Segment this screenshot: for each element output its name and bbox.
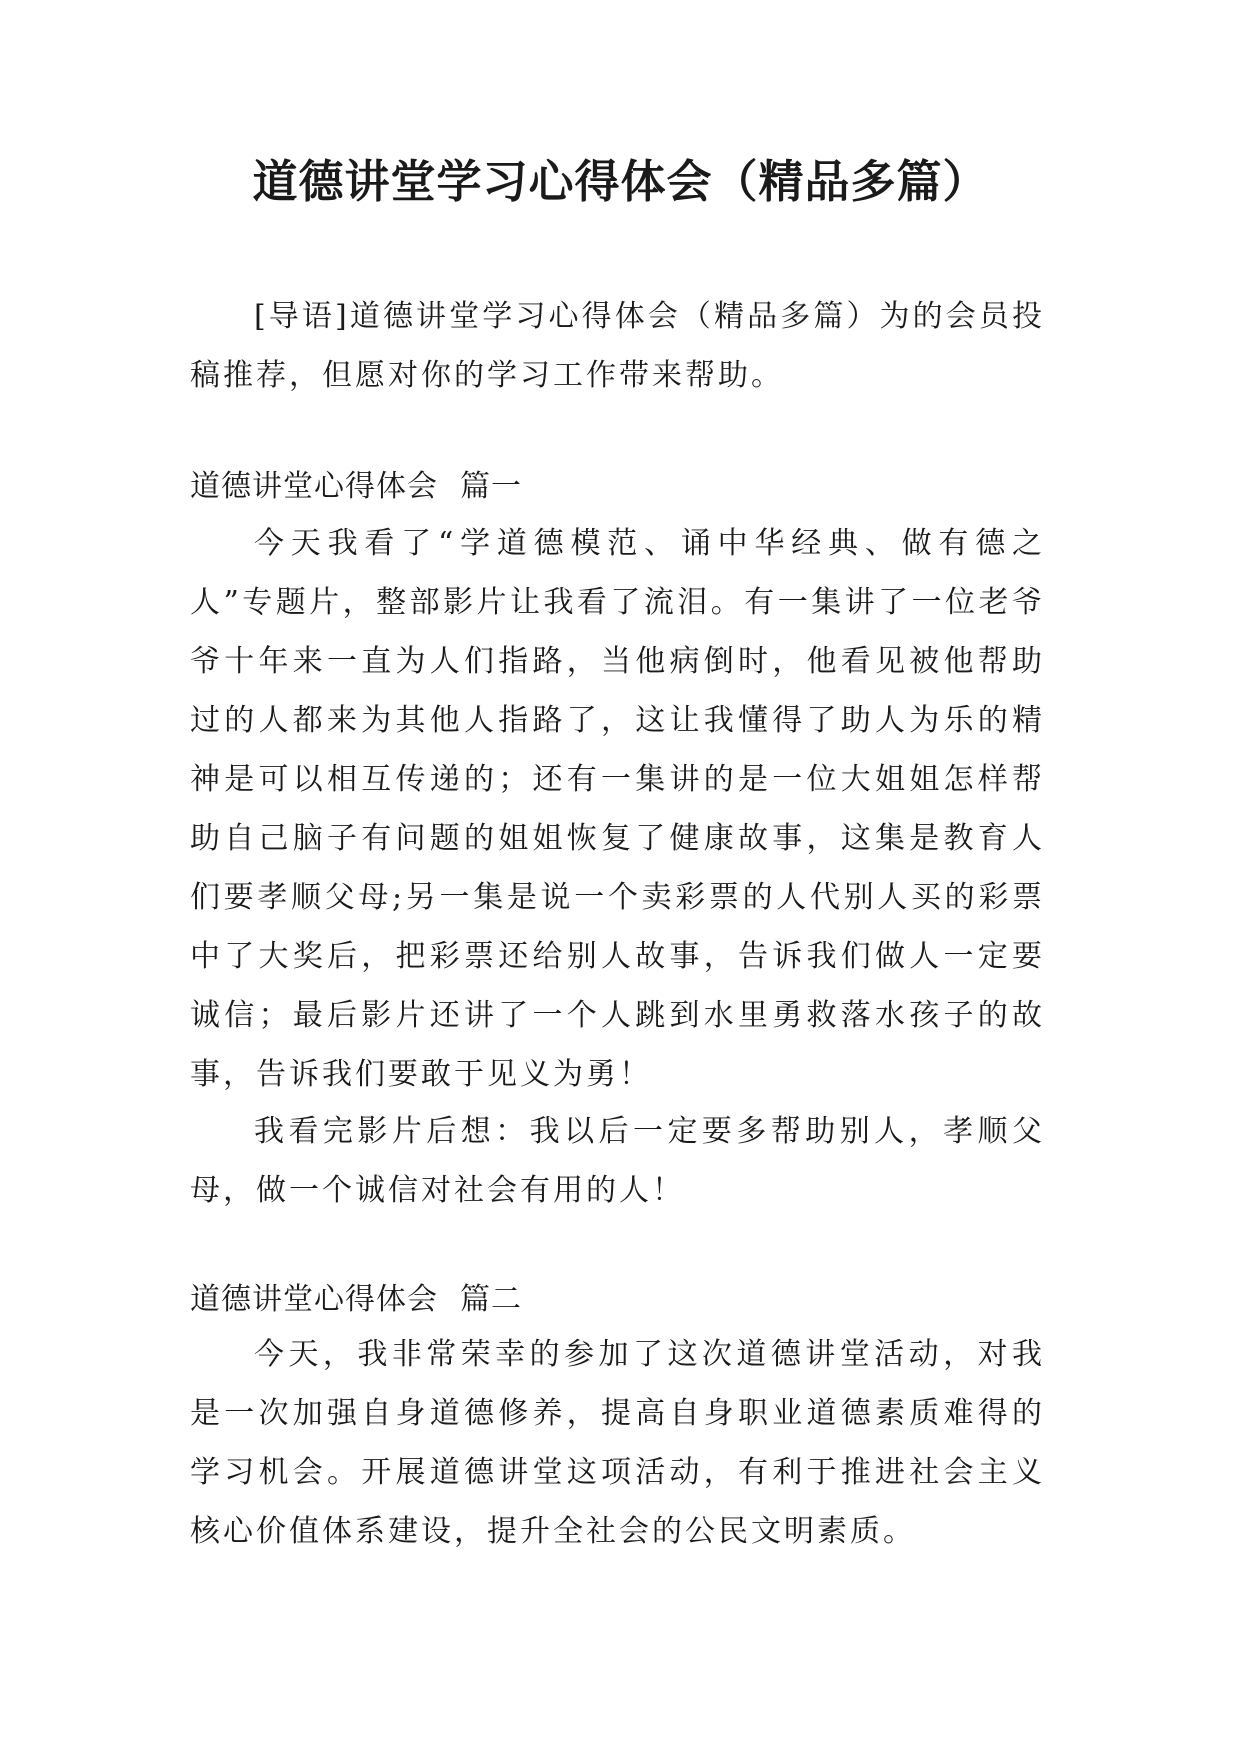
body-paragraph: 我看完影片后想：我以后一定要多帮助别人，孝顺父母，做一个诚信对社会有用的人！ xyxy=(190,1114,1045,1208)
section-heading-title: 道德讲堂心得体会 xyxy=(190,469,438,504)
section-heading-number: 篇二 xyxy=(460,1282,522,1317)
intro-paragraph: [导语]道德讲堂学习心得体会（精品多篇）为的会员投稿推荐，但愿对你的学习工作带来帮助。 xyxy=(190,299,1045,393)
section-heading xyxy=(190,1270,1045,1329)
section-heading-title: 道德讲堂心得体会 xyxy=(190,1282,438,1317)
body-paragraph: 今天，我非常荣幸的参加了这次道德讲堂活动，对我是一次加强自身道德修养，提高自身职业道德素质难得的学习机会。开展道德讲堂这项活动，有利于推进社会主义核心价值体系建设，提升全社会的公民文明素质。 xyxy=(190,1337,1045,1549)
document-title: 道德讲堂学习心得体会（精品多篇） xyxy=(252,155,989,208)
body-paragraph: 今天我看了“学道德模范、诵中华经典、做有德之人”专题片，整部影片让我看了流泪。有一集讲了一位老爷爷十年来一直为人们指路，当他病倒时，他看见被他帮助过的人都来为其他人指路了，这让我懂得了助人为乐的精神是可以相互传递的；还有一集讲的是一位大姐姐怎样帮助自己脑子有问题的姐姐恢复了健康故事，这集是教育人们要孝顺父母;另一集是说一个卖彩票的人代别人买的彩票中了大奖后，把彩票还给别人故事，告诉我们做人一定要诚信；最后影片还讲了一个人跳到水里勇救落水孩子的故事，告诉我们要敢于见义为勇！ xyxy=(190,526,1045,1092)
section-heading-number: 篇一 xyxy=(460,469,522,504)
section-heading xyxy=(190,457,1045,516)
